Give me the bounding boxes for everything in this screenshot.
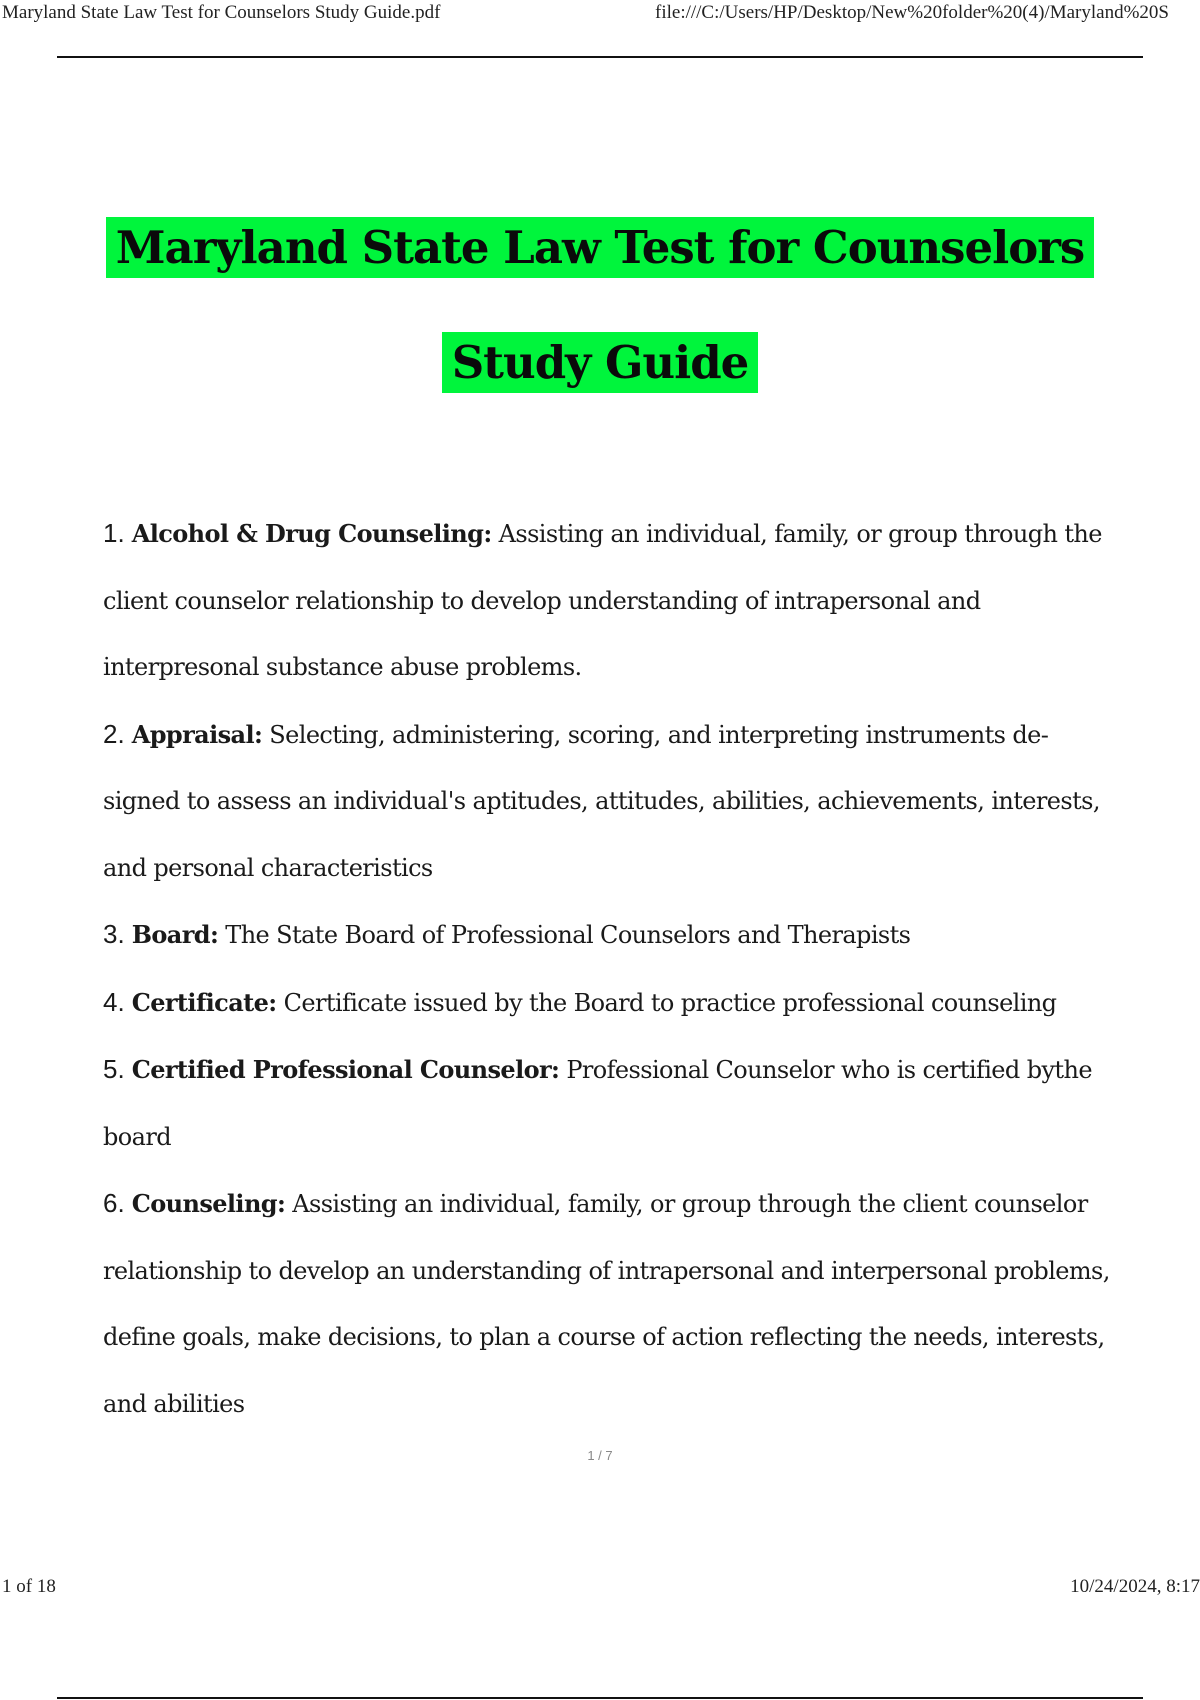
page-title-line-1: Maryland State Law Test for Counselors	[106, 217, 1095, 278]
term-definition: Selecting, administering, scoring, and interpreting instruments designed to assess an individual's aptitudes, attitudes, abilities, achievements, interests, and personal characteristics	[103, 720, 1100, 882]
footer-divider	[57, 1697, 1143, 1699]
term-number: 6.	[103, 1188, 125, 1218]
term-definition: Assisting an individual, family, or group through the client counselor relationship to develop understanding of intrapersonal and interpresonal substance abuse problems.	[103, 520, 1102, 681]
print-header-file-path: file:///C:/Users/HP/Desktop/New%20folder%20(4)/Maryland%20S	[655, 2, 1169, 23]
term-definition: Professional Counselor who is certified bythe board	[103, 1056, 1092, 1151]
print-footer-datetime: 10/24/2024, 8:17	[1070, 1576, 1200, 1597]
page-title-line-2: Study Guide	[442, 332, 759, 393]
term-name: Counseling:	[131, 1189, 286, 1218]
page-title	[0, 190, 1200, 420]
term-number: 2.	[103, 718, 125, 749]
term-list	[103, 500, 1113, 1437]
print-header	[0, 0, 1200, 28]
term-name: Certificate:	[131, 987, 277, 1017]
term-name: Alcohol & Drug Counseling:	[131, 519, 492, 548]
term-number: 4.	[103, 986, 125, 1017]
term-name: Certified Professional Counselor:	[131, 1055, 560, 1084]
page-indicator: 1 / 7	[587, 1448, 613, 1463]
term-number: 3.	[103, 919, 125, 949]
list-item	[103, 969, 1113, 1037]
term-number: 1.	[103, 518, 125, 548]
list-item	[103, 701, 1113, 902]
term-name: Appraisal:	[131, 719, 263, 749]
term-definition: Assisting an individual, family, or group through the client counselor relationship to develop an understanding of intrapersonal and interpersonal problems, define goals, make decisions, to plan a course of action reflecting the needs, interests, and abilities	[103, 1190, 1110, 1418]
list-item	[103, 500, 1113, 701]
term-definition: Certificate issued by the Board to practice professional counseling	[283, 988, 1057, 1017]
header-divider	[57, 56, 1143, 58]
list-item	[103, 1170, 1113, 1437]
term-definition: The State Board of Professional Counselors and Therapists	[225, 921, 911, 949]
list-item	[103, 1036, 1113, 1170]
term-name: Board:	[131, 920, 219, 949]
print-footer-page-count: 1 of 18	[2, 1576, 56, 1597]
term-number: 5.	[103, 1054, 125, 1084]
list-item	[103, 901, 1113, 969]
print-header-doc-name: Maryland State Law Test for Counselors Study Guide.pdf	[2, 2, 441, 23]
